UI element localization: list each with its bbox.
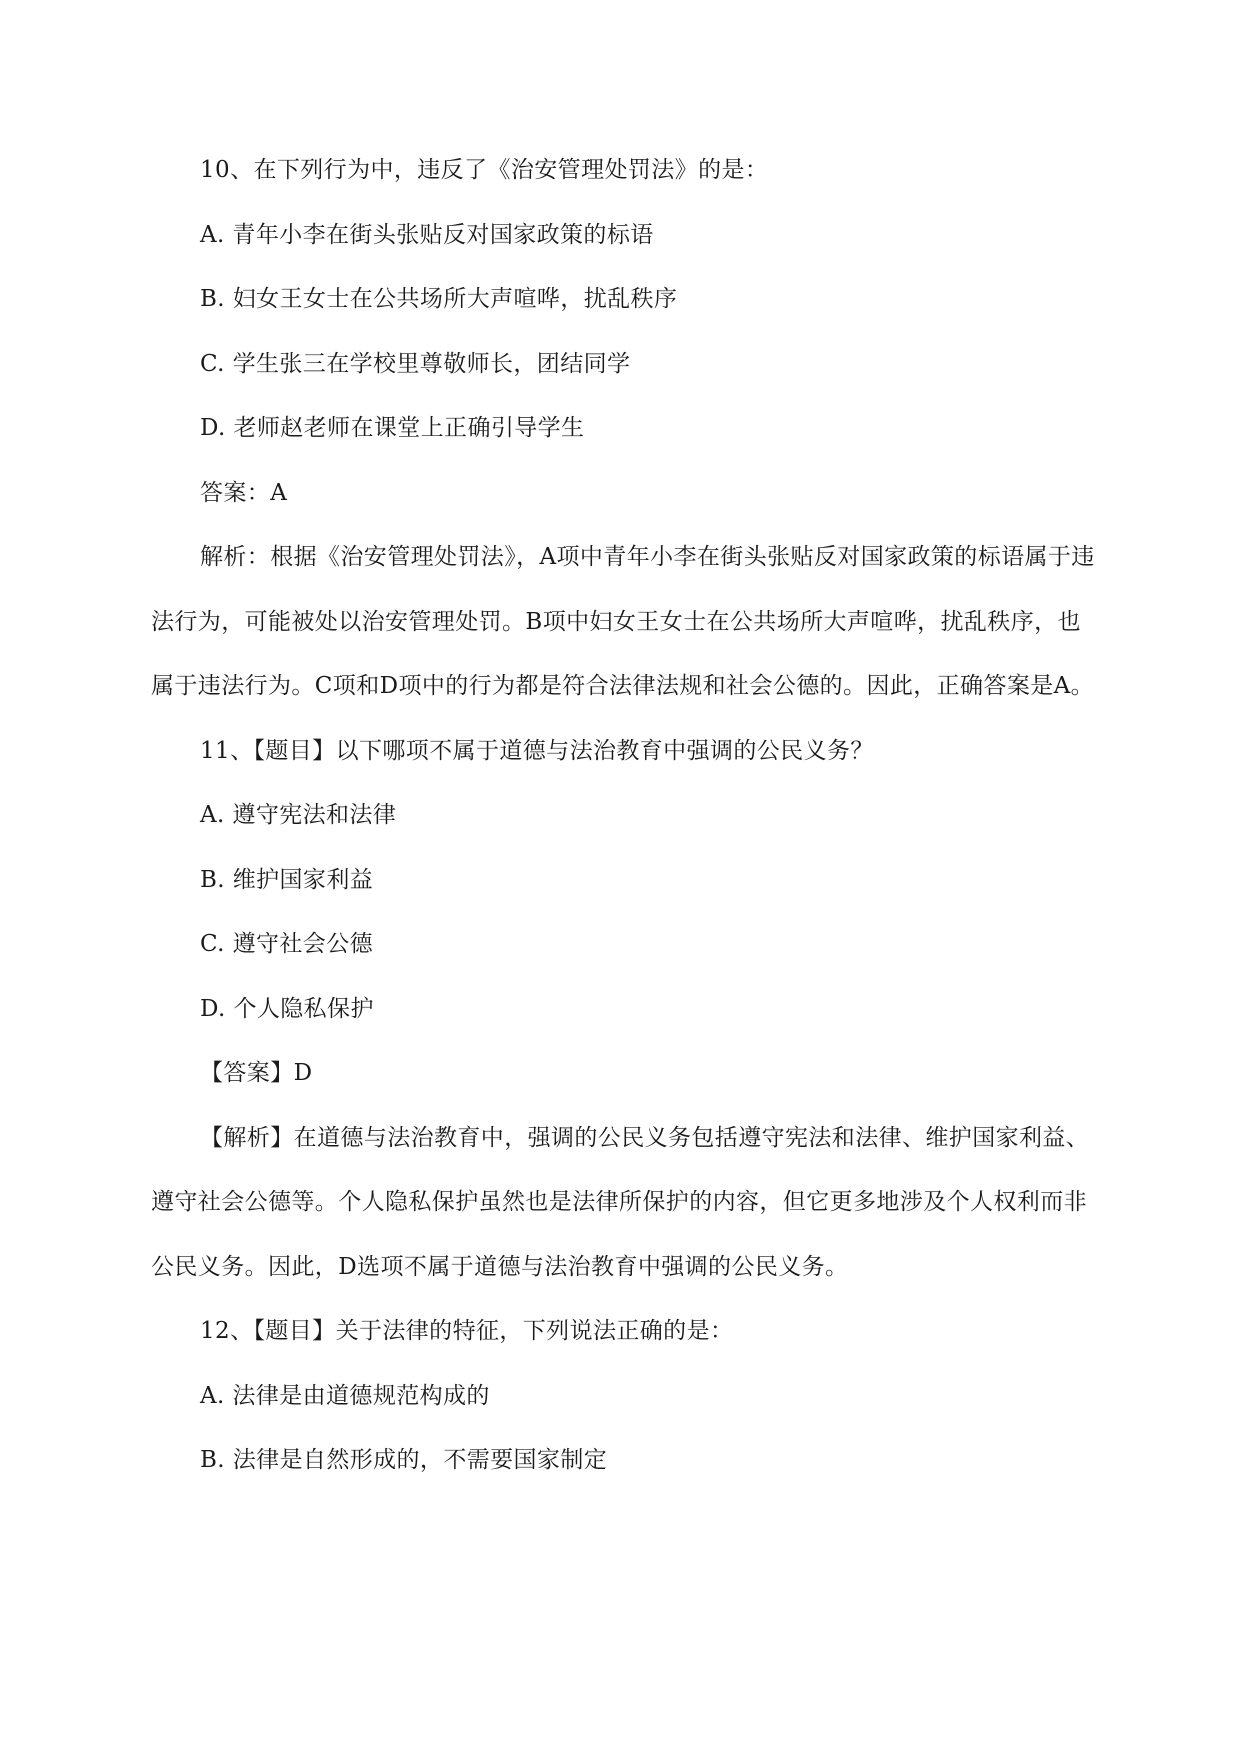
question-11-option-d: D. 个人隐私保护	[200, 995, 374, 1022]
question-11-answer: 【答案】D	[200, 1060, 313, 1086]
question-11-option-b: B. 维护国家利益	[200, 866, 374, 893]
question-12-stem: 12、【题目】关于法律的特征，下列说法正确的是：	[200, 1318, 734, 1344]
question-12-option-a: A. 法律是由道德规范构成的	[200, 1382, 490, 1409]
question-10-option-a: A. 青年小李在街头张贴反对国家政策的标语	[200, 221, 654, 248]
question-12-option-b: B. 法律是自然形成的，不需要国家制定	[200, 1447, 608, 1473]
question-11-explanation: 【解析】在道德与法治教育中，强调的公民义务包括遵守宪法和法律、维护国家利益、遵守社会公德等。个人隐私保护虽然也是法律所保护的内容，但它更多地涉及个人权利而非公民义务。因此，D选项不属于道德与法治教育中强调的公民义务。	[151, 1124, 1090, 1280]
question-10-option-c: C. 学生张三在学校里尊敬师长，团结同学	[200, 350, 631, 377]
question-10-stem: 10、在下列行为中，违反了《治安管理处罚法》的是：	[200, 157, 769, 183]
question-11-stem: 11、【题目】以下哪项不属于道德与法治教育中强调的公民义务？	[200, 737, 874, 764]
document-body	[151, 138, 1095, 1493]
question-10-explanation: 解析：根据《治安管理处罚法》，A项中青年小李在街头张贴反对国家政策的标语属于违法行为，可能被处以治安管理处罚。B项中妇女王女士在公共场所大声喧哗，扰乱秩序，也属于违法行为。C项和D项中的行为都是符合法律法规和社会公德的。因此，正确答案是A。	[151, 544, 1095, 699]
question-11-option-c: C. 遵守社会公德	[200, 931, 374, 957]
question-10-option-b: B. 妇女王女士在公共场所大声喧哗，扰乱秩序	[200, 286, 678, 312]
question-10-answer: 答案：A	[200, 479, 288, 506]
question-11-option-a: A. 遵守宪法和法律	[200, 802, 397, 828]
question-10-option-d: D. 老师赵老师在课堂上正确引导学生	[200, 415, 585, 441]
